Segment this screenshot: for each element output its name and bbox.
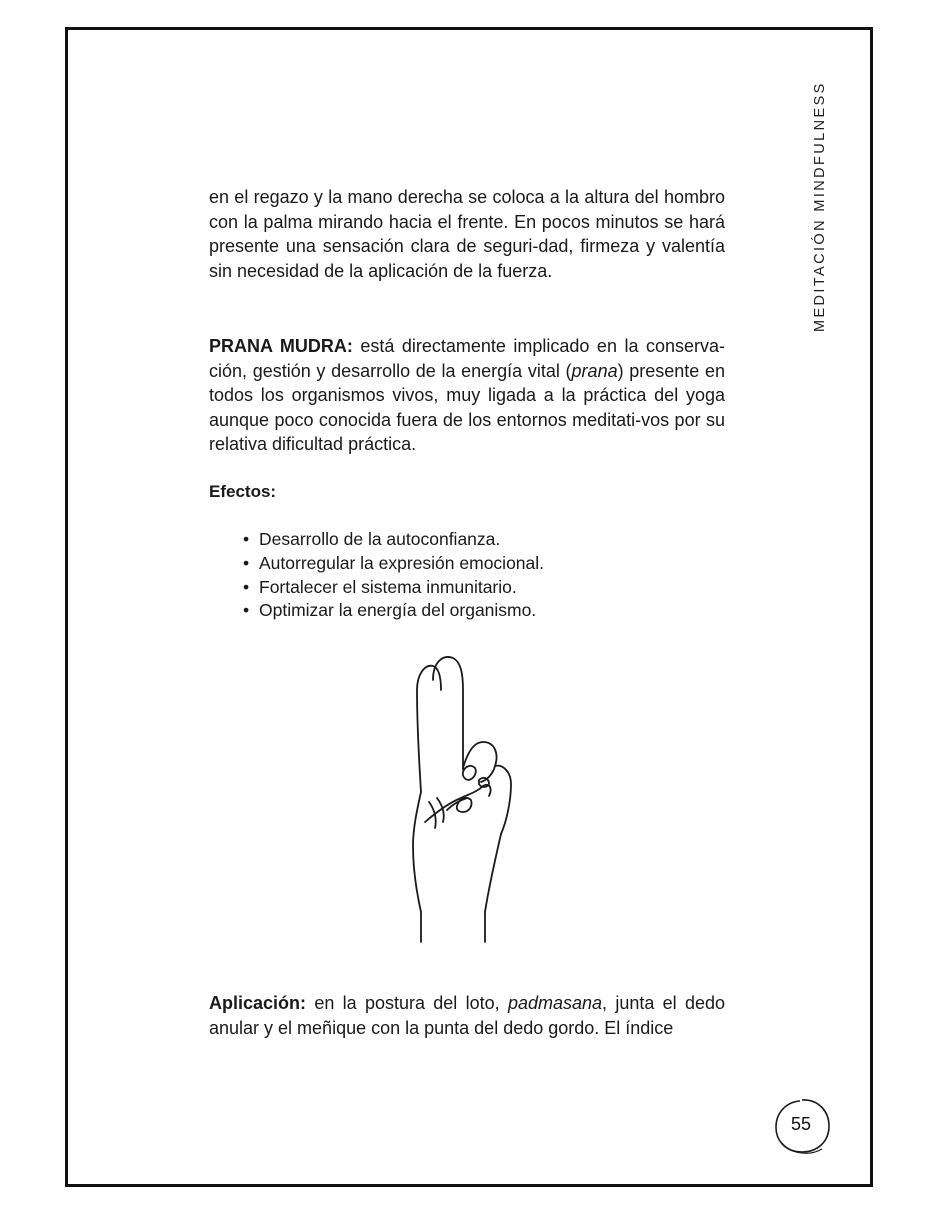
effects-list [243, 528, 544, 623]
list-item: • Autorregular la expresión emocional. [243, 552, 544, 576]
list-item: • Desarrollo de la autoconfianza. [243, 528, 544, 552]
paragraph-text: , junta el dedo anular y el meñique con la punta del dedo gordo. El índice [209, 993, 726, 1038]
term-prana-mudra: PRANA MUDRA: [209, 336, 353, 356]
italic-term: padmasana [507, 993, 603, 1013]
paragraph-text: ) presente en todos los organismos vivos, muy ligada a la práctica del yoga aunque poco conocida fuera de los entornos meditati-vos por su relativa dificultad práctica. [209, 360, 725, 455]
italic-term: prana [571, 360, 618, 381]
page-number: 55 [790, 1114, 812, 1134]
paragraph-text: en la postura del loto, [306, 993, 508, 1013]
list-item: • Optimizar la energía del organismo. [243, 599, 544, 623]
paragraph-text: está directamente implicado en la conserva-ción, gestión y desarrollo de la energía vital ( [209, 336, 725, 381]
paragraph-prana-mudra [209, 334, 725, 457]
paragraph-continued: en el regazo y la mano derecha se coloca a la altura del hombro con la palma mirando hacia el frente. En pocos minutos se hará presente una sensación clara de seguri-dad, firmeza y valentía sin necesidad de la aplicación de la fuerza. [209, 187, 725, 281]
effects-heading: Efectos: [209, 482, 277, 501]
term-aplicacion: Aplicación: [209, 993, 307, 1013]
prana-mudra-hand-illustration [395, 650, 545, 950]
list-item: • Fortalecer el sistema inmunitario. [243, 576, 544, 600]
page-number-badge [772, 1097, 834, 1159]
paragraph-aplicacion [209, 991, 725, 1040]
running-head: MEDITACIÓN MINDFULNESS [812, 81, 828, 332]
